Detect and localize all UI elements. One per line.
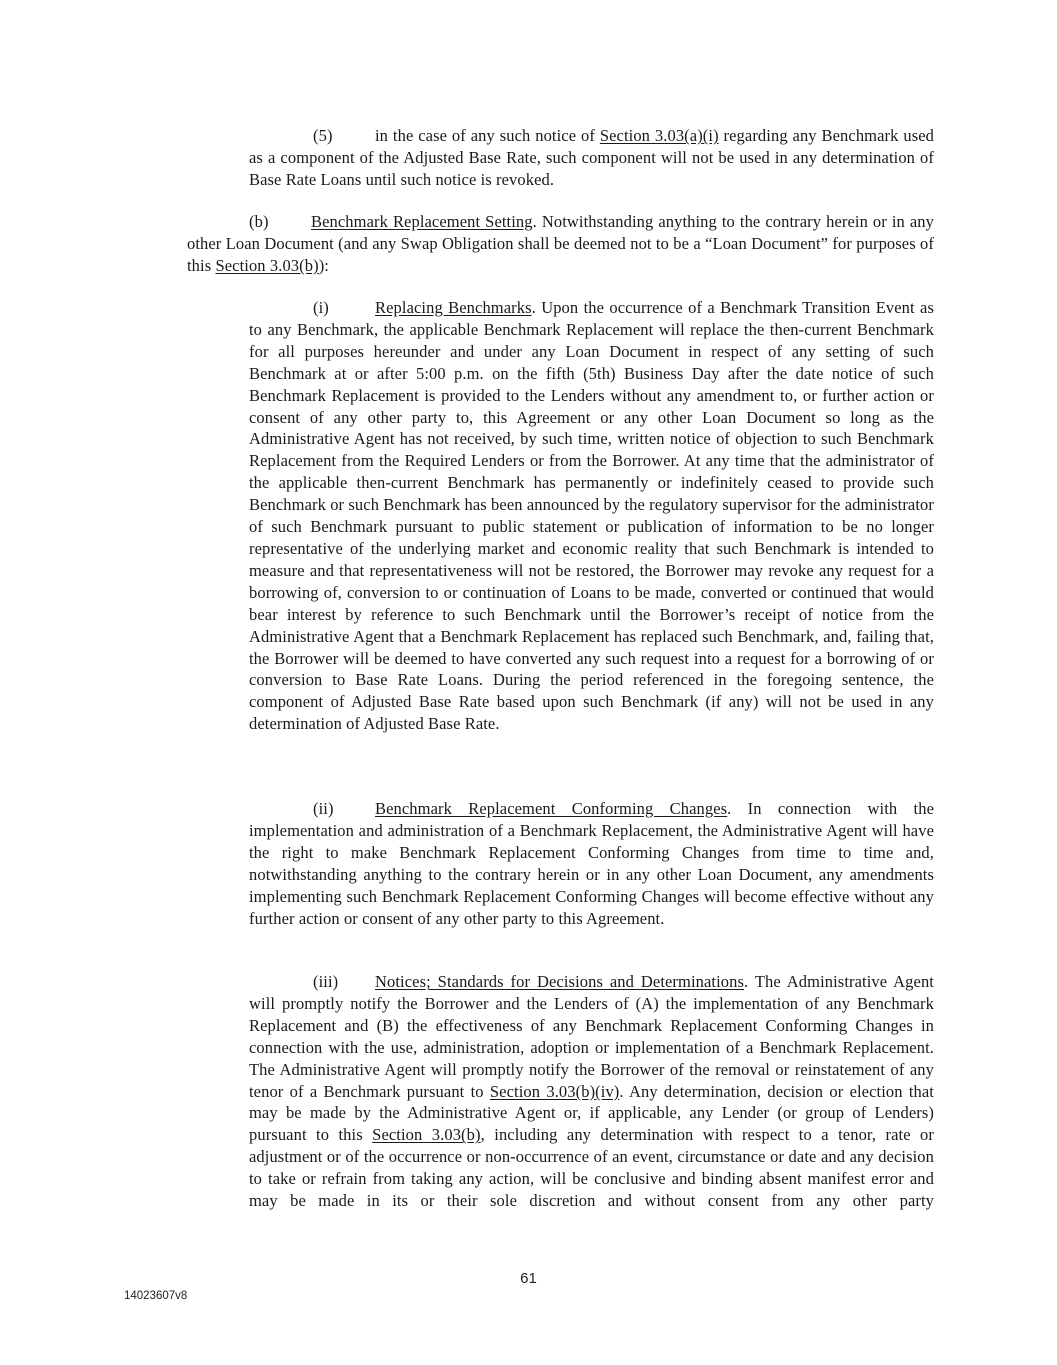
- paragraph-heading: Notices; Standards for Decisions and Determinations: [375, 972, 745, 991]
- paragraph-number: (ii): [313, 799, 334, 818]
- paragraph-number: (i): [313, 298, 329, 317]
- paragraph-number: (b): [249, 212, 269, 231]
- paragraph-text: . The Administrative Agent will promptly notify the Borrower and the Lenders of (A) the implementation of any Benchmark Replacement and (B) the effectiveness of any Benchmark Replacement Conforming Changes in connection with the use, administration, adoption or implementation of a Benchmark Replacement. The Administrative Agent will promptly notify the Borrower of the removal or reinstatement of any tenor of a Benchmark pursuant to: [249, 972, 934, 1101]
- paragraph-number: (iii): [313, 972, 339, 991]
- page-number: 61: [520, 1270, 537, 1287]
- paragraph-heading: Replacing Benchmarks: [375, 298, 532, 317]
- paragraph-text: . Any determination, decision or election that may be made by the Administrative Agent or, if applicable, any Lender (or group of Lenders) pursuant to this: [249, 1081, 934, 1145]
- paragraph-text: , including any determination with respect to a tenor, rate or adjustment or of the occurrence or non-occurrence of an event, circumstance or date and any decision to take or refrain from taking any action, will be conclusive and binding absent manifest error and may be made in its or their sole discretion and without consent from any other party: [249, 1125, 934, 1211]
- paragraph-text: regarding any Benchmark used as a component of the Adjusted Base Rate, such component will not be used in any determination of Base Rate Loans until such notice is revoked.: [249, 126, 935, 189]
- paragraph-b: [187, 211, 934, 277]
- paragraph-heading: Benchmark Replacement Setting: [311, 212, 533, 231]
- section-reference: Section 3.03(b): [215, 255, 319, 275]
- paragraph-ii: [249, 798, 934, 929]
- section-reference: Section 3.03(b): [372, 1125, 481, 1145]
- document-id: 14023607v8: [124, 1290, 188, 1302]
- paragraph-i: [249, 297, 934, 735]
- paragraph-text: . Notwithstanding anything to the contrary herein or in any other Loan Document (and any Swap Obligation shall be deemed not to be a “Loan Document” for purposes of this: [187, 212, 934, 275]
- paragraph-text: in the case of any such notice of: [375, 126, 600, 145]
- paragraph-heading: Benchmark Replacement Conforming Changes: [375, 799, 728, 818]
- paragraph-text: . In connection with the implementation and administration of a Benchmark Replacement, the Administrative Agent will have the right to make Benchmark Replacement Conforming Changes from time to time and, notwithstanding anything to the contrary herein or in any other Loan Document, any amendments implementing such Benchmark Replacement Conforming Changes will become effective without any further action or consent of any other party to this Agreement.: [249, 799, 934, 928]
- paragraph-text: ):: [318, 255, 329, 275]
- paragraph-iii: [249, 971, 934, 1212]
- paragraph-text: . Upon the occurrence of a Benchmark Transition Event as to any Benchmark, the applicable Benchmark Replacement will replace the then-current Benchmark for all purposes hereunder and under any Loan Document in respect of any setting of such Benchmark at or after 5:00 p.m. on the fifth (5th) Business Day after the date notice of such Benchmark Replacement is provided to the Lenders without any amendment to, or further action or consent of any other party to, this Agreement or any other Loan Document so long as the Administrative Agent has not received, by such time, written notice of objection to such Benchmark Replacement from the Required Lenders or from the Borrower. At any time that the administrator of the applicable then-current Benchmark has permanently or indefinitely ceased to provide such Benchmark or such Benchmark has been announced by the regulatory supervisor for the administrator of such Benchmark pursuant to public statement or publication of information to be no longer representative of the underlying market and economic reality that such Benchmark is intended to measure and that representativeness will not be restored, the Borrower may revoke any request for a borrowing of, conversion to or continuation of Loans to be made, converted or continued that would bear interest by reference to such Benchmark until the Borrower’s receipt of notice from the Administrative Agent that a Benchmark Replacement has replaced such Benchmark, and, failing that, the Borrower will be deemed to have converted any such request into a request for a borrowing of or conversion to Base Rate Loans. During the period referenced in the foregoing sentence, the component of Adjusted Base Rate based upon such Benchmark (if any) will not be used in any determination of Adjusted Base Rate.: [249, 298, 935, 734]
- paragraph-5: [249, 125, 934, 191]
- section-reference: Section 3.03(a)(i): [599, 126, 719, 145]
- paragraph-number: (5): [313, 126, 333, 145]
- section-reference: Section 3.03(b)(iv): [489, 1081, 620, 1101]
